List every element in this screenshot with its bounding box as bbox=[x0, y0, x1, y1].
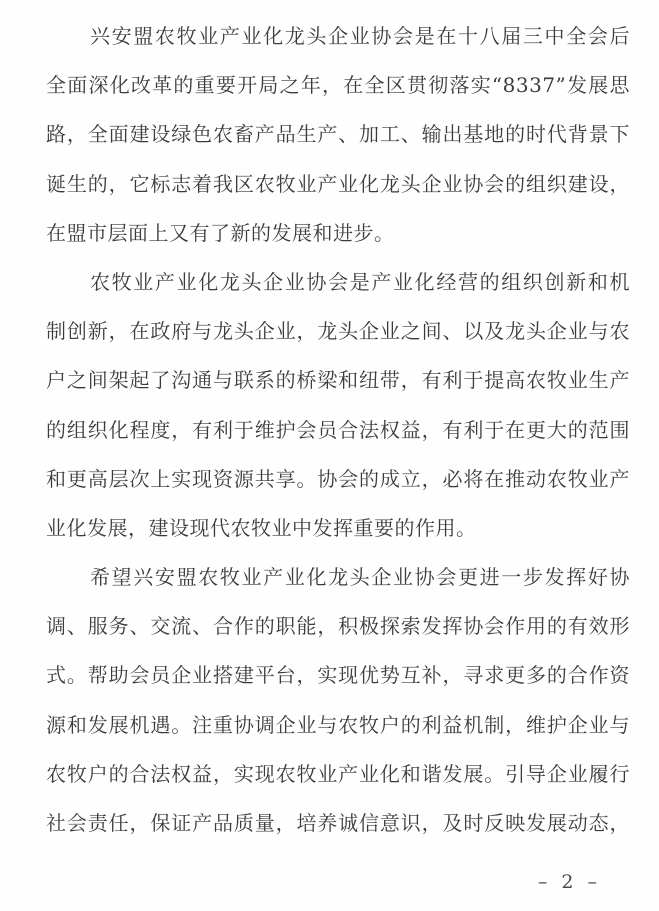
text-line: 源和发展机遇。注重协调企业与农牧户的利益机制，维护企业与 bbox=[46, 712, 630, 737]
paragraph-3 bbox=[46, 553, 630, 848]
paragraph-2 bbox=[46, 258, 630, 553]
text-line: 和更高层次上实现资源共享。协会的成立，必将在推动农牧业产 bbox=[46, 466, 630, 491]
document-body bbox=[46, 12, 630, 848]
text-line: 路，全面建设绿色农畜产品生产、加工、输出基地的时代背景下 bbox=[46, 122, 630, 147]
text-line: 农牧户的合法权益，实现农牧业产业化和谐发展。引导企业履行 bbox=[46, 761, 630, 786]
paragraph-1 bbox=[46, 12, 630, 258]
text-line: 业化发展，建设现代农牧业中发挥重要的作用。 bbox=[46, 515, 477, 540]
text-line: 式。帮助会员企业搭建平台，实现优势互补，寻求更多的合作资 bbox=[46, 663, 630, 688]
text-line: 的组织化程度，有利于维护会员合法权益，有利于在更大的范围 bbox=[46, 417, 630, 442]
text-line: 调、服务、交流、合作的职能，积极探索发挥协会作用的有效形 bbox=[46, 614, 630, 639]
text-line: 农牧业产业化龙头企业协会是产业化经营的组织创新和机 bbox=[90, 269, 630, 294]
text-line: 户之间架起了沟通与联系的桥梁和纽带，有利于提高农牧业生产 bbox=[46, 368, 630, 393]
page-number: – 2 – bbox=[537, 871, 601, 893]
text-line: 诞生的，它标志着我区农牧业产业化龙头企业协会的组织建设， bbox=[46, 171, 630, 196]
text-line: 社会责任，保证产品质量，培养诚信意识，及时反映发展动态， bbox=[46, 811, 630, 835]
text-line: 希望兴安盟农牧业产业化龙头企业协会更进一步发挥好协 bbox=[90, 565, 630, 590]
text-line: 全面深化改革的重要开局之年，在全区贯彻落实“8337”发展思 bbox=[46, 73, 630, 98]
text-line: 制创新，在政府与龙头企业，龙头企业之间、以及龙头企业与农 bbox=[46, 319, 630, 344]
text-line: 兴安盟农牧业产业化龙头企业协会是在十八届三中全会后 bbox=[90, 24, 630, 48]
text-line: 在盟市层面上又有了新的发展和进步。 bbox=[46, 220, 395, 245]
